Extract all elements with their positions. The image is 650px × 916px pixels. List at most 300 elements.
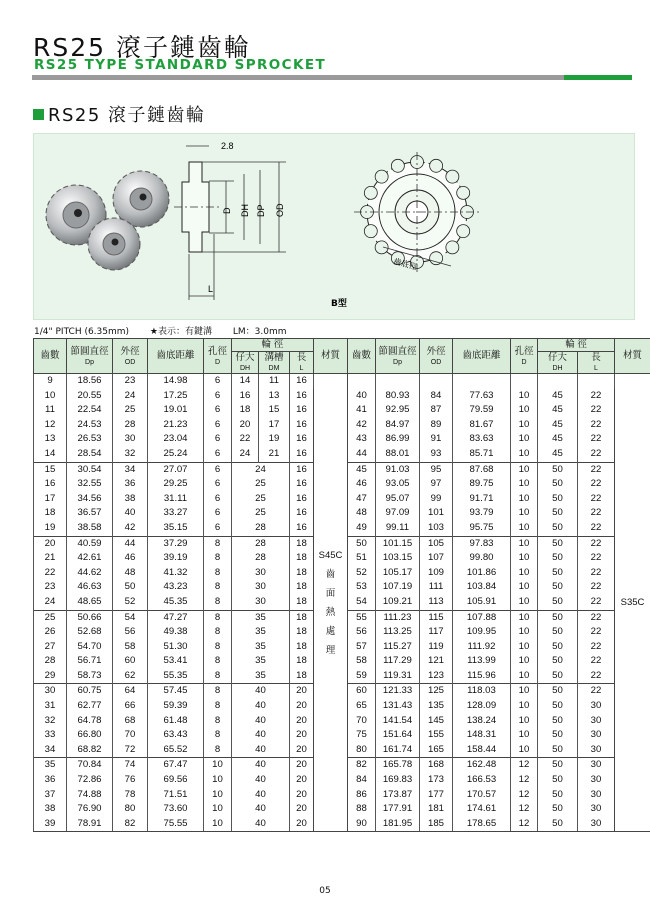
col-bore: 孔徑 D xyxy=(204,339,232,374)
table-cell: 113.99 xyxy=(453,654,511,669)
table-cell: 101.86 xyxy=(453,566,511,581)
table-cell: 99.80 xyxy=(453,551,511,566)
table-cell: 42.61 xyxy=(67,551,113,566)
table-cell: 50 xyxy=(538,492,578,507)
table-cell: 64.78 xyxy=(67,714,113,729)
table-row xyxy=(34,374,650,389)
root-dia-label: 齒底徑 xyxy=(392,256,418,272)
sprocket-tooth-gap xyxy=(375,170,388,183)
table-cell: 32 xyxy=(34,714,67,729)
table-cell: 28 xyxy=(34,654,67,669)
table-cell: 45 xyxy=(348,462,376,477)
spec-table-body xyxy=(34,374,650,832)
table-cell: 6 xyxy=(204,389,232,404)
table-cell: 6 xyxy=(204,462,232,477)
table-cell: 80.93 xyxy=(376,389,420,404)
table-cell: 50 xyxy=(538,566,578,581)
table-cell: 95.07 xyxy=(376,492,420,507)
table-cell: 24 xyxy=(232,447,259,462)
table-cell: 109 xyxy=(420,566,453,581)
table-cell: 14.98 xyxy=(148,374,204,389)
table-cell: 10 xyxy=(511,389,538,404)
table-cell: 47 xyxy=(348,492,376,507)
table-cell: 10 xyxy=(511,521,538,536)
table-cell: 40 xyxy=(232,817,290,832)
header-accent-bar xyxy=(564,75,632,80)
table-cell: 10 xyxy=(511,669,538,684)
table-cell: 10 xyxy=(511,625,538,640)
table-cell: 50 xyxy=(538,728,578,743)
table-cell: 16 xyxy=(290,521,314,536)
table-cell: 21 xyxy=(34,551,67,566)
sprocket-tooth-gap xyxy=(446,170,459,183)
table-cell: 82 xyxy=(113,817,148,832)
table-cell: 68.82 xyxy=(67,743,113,758)
table-cell: 6 xyxy=(204,374,232,389)
material-left-note-char: 面 xyxy=(325,587,336,599)
col-root-dia: 齒底距離 xyxy=(148,339,204,374)
table-cell: 50 xyxy=(538,669,578,684)
table-cell: 25 xyxy=(34,610,67,625)
table-cell: 20 xyxy=(290,802,314,817)
table-cell: 20 xyxy=(34,536,67,551)
table-cell: 45 xyxy=(538,418,578,433)
table-cell: 141.54 xyxy=(376,714,420,729)
table-cell: 20 xyxy=(290,714,314,729)
table-cell: 27.07 xyxy=(148,462,204,477)
table-cell: 16 xyxy=(290,492,314,507)
table-cell: 22 xyxy=(578,492,615,507)
table-cell: 50 xyxy=(538,817,578,832)
table-cell: 12 xyxy=(511,758,538,773)
table-cell: 62.77 xyxy=(67,699,113,714)
table-cell xyxy=(376,374,420,389)
table-cell: 6 xyxy=(204,447,232,462)
table-cell: 13 xyxy=(259,389,290,404)
table-cell: 22 xyxy=(578,669,615,684)
table-cell: 10 xyxy=(511,699,538,714)
table-cell: 50 xyxy=(538,699,578,714)
table-cell: 16 xyxy=(290,477,314,492)
table-cell: 101.15 xyxy=(376,536,420,551)
table-cell: 28 xyxy=(232,521,290,536)
col-teeth: 齒數 xyxy=(34,339,67,374)
table-cell: 52 xyxy=(348,566,376,581)
type-label: B型 xyxy=(331,299,347,309)
table-cell: 131.43 xyxy=(376,699,420,714)
table-cell: 8 xyxy=(204,669,232,684)
table-cell xyxy=(348,374,376,389)
table-cell: 40 xyxy=(348,389,376,404)
col-outer-dia-right: 外徑 OD xyxy=(420,339,453,374)
table-cell: 10 xyxy=(511,403,538,418)
table-cell: 50 xyxy=(538,684,578,699)
table-cell: 37.29 xyxy=(148,536,204,551)
table-cell: 84.97 xyxy=(376,418,420,433)
table-cell: 18 xyxy=(290,595,314,610)
table-cell: 40 xyxy=(232,714,290,729)
table-cell: 39.19 xyxy=(148,551,204,566)
table-cell: 105.91 xyxy=(453,595,511,610)
section-marker-icon xyxy=(33,109,44,120)
table-cell: 47.27 xyxy=(148,610,204,625)
table-cell: 72.86 xyxy=(67,773,113,788)
table-cell: 44.62 xyxy=(67,566,113,581)
table-cell: 10 xyxy=(511,743,538,758)
table-cell: 148.31 xyxy=(453,728,511,743)
table-cell: 166.53 xyxy=(453,773,511,788)
table-cell: 39 xyxy=(34,817,67,832)
table-cell: 121 xyxy=(420,654,453,669)
material-left-cell xyxy=(314,374,348,832)
table-cell: 11 xyxy=(259,374,290,389)
table-cell: 35 xyxy=(232,625,290,640)
table-cell: 115 xyxy=(420,610,453,625)
col-hub-dia: 仔大 DH xyxy=(232,352,259,374)
table-cell: 22 xyxy=(578,580,615,595)
table-cell: 10 xyxy=(204,773,232,788)
table-cell: 10 xyxy=(511,418,538,433)
table-cell: 79.59 xyxy=(453,403,511,418)
table-cell: 48 xyxy=(348,506,376,521)
table-cell: 22 xyxy=(578,610,615,625)
sprocket-photo xyxy=(46,171,169,270)
table-cell: 6 xyxy=(204,477,232,492)
table-cell: 10 xyxy=(511,654,538,669)
table-cell: 22 xyxy=(578,403,615,418)
table-cell: 17 xyxy=(34,492,67,507)
table-cell: 128.09 xyxy=(453,699,511,714)
table-cell: 34 xyxy=(34,743,67,758)
col-bore-right: 孔徑 D xyxy=(511,339,538,374)
table-cell: 181.95 xyxy=(376,817,420,832)
table-cell: 22 xyxy=(578,462,615,477)
sprocket-tooth-gap xyxy=(375,241,388,254)
table-cell: 24 xyxy=(34,595,67,610)
table-cell: 10 xyxy=(511,432,538,447)
table-cell: 173.87 xyxy=(376,788,420,803)
table-cell: 20 xyxy=(290,728,314,743)
table-cell: 121.33 xyxy=(376,684,420,699)
table-cell: 86.99 xyxy=(376,432,420,447)
table-cell: 22 xyxy=(578,506,615,521)
table-cell: 93.05 xyxy=(376,477,420,492)
col-pitch-dia-right: 節圓直徑 Dp xyxy=(376,339,420,374)
table-cell: 21.23 xyxy=(148,418,204,433)
table-cell xyxy=(538,374,578,389)
table-cell: 10 xyxy=(511,595,538,610)
table-cell: 25 xyxy=(113,403,148,418)
dim-label-od: OD xyxy=(275,203,285,217)
table-cell: 22 xyxy=(578,536,615,551)
col-hub-right: 輪 徑 xyxy=(538,339,615,352)
table-cell: 8 xyxy=(204,595,232,610)
table-cell: 16 xyxy=(290,374,314,389)
table-cell: 92.95 xyxy=(376,403,420,418)
table-cell: 87 xyxy=(420,403,453,418)
table-cell: 10 xyxy=(511,640,538,655)
table-cell: 20 xyxy=(290,817,314,832)
table-cell xyxy=(453,374,511,389)
table-cell: 10 xyxy=(511,566,538,581)
table-cell: 119.31 xyxy=(376,669,420,684)
col-outer-dia: 外徑 OD xyxy=(113,339,148,374)
table-cell: 46 xyxy=(113,551,148,566)
table-cell: 117 xyxy=(420,625,453,640)
table-cell: 40.59 xyxy=(67,536,113,551)
table-cell: 36 xyxy=(34,773,67,788)
sprocket-tooth-gap xyxy=(430,159,443,172)
table-cell: 30 xyxy=(578,743,615,758)
table-cell: 10 xyxy=(204,788,232,803)
table-cell: 55 xyxy=(348,610,376,625)
col-groove: 溝槽 DM xyxy=(259,352,290,374)
table-cell: 18 xyxy=(290,669,314,684)
table-cell: 30 xyxy=(113,432,148,447)
table-cell: 25 xyxy=(232,506,290,521)
table-cell: 75.55 xyxy=(148,817,204,832)
table-cell: 25.24 xyxy=(148,447,204,462)
table-cell: 151.64 xyxy=(376,728,420,743)
page-title: RS25 滾子鏈齒輪 xyxy=(33,33,251,62)
table-cell: 105.17 xyxy=(376,566,420,581)
col-length-right: 長 L xyxy=(578,352,615,374)
table-cell: 174.61 xyxy=(453,802,511,817)
table-cell: 22 xyxy=(578,625,615,640)
table-cell: 8 xyxy=(204,625,232,640)
table-cell: 27 xyxy=(34,640,67,655)
table-cell: 25 xyxy=(232,492,290,507)
table-cell: 97 xyxy=(420,477,453,492)
page-subtitle: RS25 TYPE STANDARD SPROCKET xyxy=(34,57,327,73)
table-cell: 18 xyxy=(232,403,259,418)
table-cell: 170.57 xyxy=(453,788,511,803)
table-cell: 69.56 xyxy=(148,773,204,788)
table-cell: 30 xyxy=(578,817,615,832)
table-cell: 162.48 xyxy=(453,758,511,773)
dim-label-dp: DP xyxy=(256,204,266,217)
table-cell: 78.91 xyxy=(67,817,113,832)
col-hub-dia-right: 仔大 DH xyxy=(538,352,578,374)
table-cell: 16 xyxy=(290,447,314,462)
table-cell: 28 xyxy=(232,536,290,551)
table-cell: 40 xyxy=(232,728,290,743)
table-cell: 65 xyxy=(348,699,376,714)
table-cell: 54.70 xyxy=(67,640,113,655)
table-cell: 50 xyxy=(538,462,578,477)
table-cell: 8 xyxy=(204,551,232,566)
table-cell: 36 xyxy=(113,477,148,492)
table-cell: 6 xyxy=(204,432,232,447)
keyway-note: ★表示：有鍵溝 xyxy=(149,327,212,337)
table-cell: 18 xyxy=(290,580,314,595)
table-cell: 63.43 xyxy=(148,728,204,743)
front-view-drawing xyxy=(331,152,480,309)
table-cell: 11 xyxy=(34,403,67,418)
table-cell: 123 xyxy=(420,669,453,684)
table-cell: 22 xyxy=(578,595,615,610)
table-cell: 103.15 xyxy=(376,551,420,566)
table-cell: 59.39 xyxy=(148,699,204,714)
table-cell: 91.71 xyxy=(453,492,511,507)
col-hub: 輪 徑 xyxy=(232,339,314,352)
table-cell: 50 xyxy=(538,743,578,758)
table-cell: 8 xyxy=(204,566,232,581)
table-cell: 84 xyxy=(420,389,453,404)
table-cell: 103 xyxy=(420,521,453,536)
table-cell: 97.09 xyxy=(376,506,420,521)
table-cell: 34.56 xyxy=(67,492,113,507)
table-cell: 18 xyxy=(290,640,314,655)
table-cell: 18 xyxy=(290,566,314,581)
table-cell: 117.29 xyxy=(376,654,420,669)
table-cell: 23 xyxy=(34,580,67,595)
table-cell: 32.55 xyxy=(67,477,113,492)
table-cell: 48 xyxy=(113,566,148,581)
table-cell: 50 xyxy=(538,551,578,566)
table-cell: 10 xyxy=(511,462,538,477)
table-cell: 42 xyxy=(113,521,148,536)
col-teeth-right: 齒數 xyxy=(348,339,376,374)
table-cell: 17 xyxy=(259,418,290,433)
table-cell: 30 xyxy=(578,758,615,773)
table-cell: 50 xyxy=(538,521,578,536)
table-cell: 101 xyxy=(420,506,453,521)
table-cell: 40 xyxy=(232,743,290,758)
table-cell: 50 xyxy=(538,536,578,551)
table-cell: 78 xyxy=(113,788,148,803)
table-cell: 46 xyxy=(348,477,376,492)
col-material-left: 材質 xyxy=(314,339,348,374)
table-cell: 8 xyxy=(204,728,232,743)
table-cell: 40 xyxy=(232,758,290,773)
table-cell: 10 xyxy=(511,580,538,595)
table-cell: 105 xyxy=(420,536,453,551)
table-cell: 12 xyxy=(511,788,538,803)
table-cell: 50 xyxy=(538,773,578,788)
table-cell: 30 xyxy=(578,802,615,817)
table-cell: 66.80 xyxy=(67,728,113,743)
table-cell: 28.54 xyxy=(67,447,113,462)
table-cell: 52.68 xyxy=(67,625,113,640)
table-cell: 90 xyxy=(348,817,376,832)
table-cell: 44 xyxy=(348,447,376,462)
table-cell: 53.41 xyxy=(148,654,204,669)
table-cell: 30 xyxy=(232,580,290,595)
table-cell: 8 xyxy=(204,654,232,669)
table-cell: 52 xyxy=(113,595,148,610)
table-cell: 165.78 xyxy=(376,758,420,773)
table-cell: 76 xyxy=(113,773,148,788)
table-cell: 50 xyxy=(538,610,578,625)
table-cell: 30 xyxy=(578,773,615,788)
table-cell: 177.91 xyxy=(376,802,420,817)
table-cell: 54 xyxy=(348,595,376,610)
table-cell: 32 xyxy=(113,447,148,462)
table-cell: 10 xyxy=(511,551,538,566)
table-cell: 20 xyxy=(290,773,314,788)
table-cell: 45 xyxy=(538,389,578,404)
table-cell: 19.01 xyxy=(148,403,204,418)
material-left-code: S45C xyxy=(318,549,343,561)
material-left-note-char: 熱 xyxy=(325,606,336,618)
table-cell: 18 xyxy=(290,536,314,551)
table-cell: 30 xyxy=(578,714,615,729)
table-cell: 107.88 xyxy=(453,610,511,625)
col-pitch-dia: 節圓直徑 Dp xyxy=(67,339,113,374)
table-cell: 113.25 xyxy=(376,625,420,640)
table-cell: 88 xyxy=(348,802,376,817)
table-cell: 29 xyxy=(34,669,67,684)
table-cell: 25 xyxy=(232,477,290,492)
table-cell: 36.57 xyxy=(67,506,113,521)
table-cell: 125 xyxy=(420,684,453,699)
sprocket-tooth-gap xyxy=(457,186,470,199)
table-cell: 14 xyxy=(232,374,259,389)
table-cell: 66 xyxy=(113,699,148,714)
table-cell: 50 xyxy=(538,654,578,669)
table-cell: 173 xyxy=(420,773,453,788)
dim-label-dh: DH xyxy=(240,204,250,217)
table-cell: 22 xyxy=(578,418,615,433)
table-cell: 24 xyxy=(113,389,148,404)
notes-line xyxy=(34,324,305,337)
table-cell: 23 xyxy=(113,374,148,389)
table-cell: 22 xyxy=(578,521,615,536)
table-cell: 76.90 xyxy=(67,802,113,817)
table-cell: 30 xyxy=(232,566,290,581)
table-cell: 8 xyxy=(204,580,232,595)
table-cell: 74 xyxy=(113,758,148,773)
table-cell: 8 xyxy=(204,684,232,699)
table-cell: 65.52 xyxy=(148,743,204,758)
table-cell: 10 xyxy=(204,802,232,817)
table-cell: 91.03 xyxy=(376,462,420,477)
table-cell: 22.54 xyxy=(67,403,113,418)
dim-label-d: D xyxy=(222,207,232,214)
table-cell: 75 xyxy=(348,728,376,743)
table-cell: 8 xyxy=(204,714,232,729)
table-cell: 50 xyxy=(538,758,578,773)
table-cell: 30 xyxy=(232,595,290,610)
table-cell: 30 xyxy=(34,684,67,699)
table-cell: 22 xyxy=(578,566,615,581)
table-cell: 111.23 xyxy=(376,610,420,625)
table-cell xyxy=(578,374,615,389)
table-cell: 24 xyxy=(232,462,290,477)
table-cell: 50 xyxy=(538,595,578,610)
section-title-text: RS25 滾子鏈齒輪 xyxy=(48,105,206,126)
table-cell: 89.75 xyxy=(453,477,511,492)
table-cell: 55.35 xyxy=(148,669,204,684)
table-cell: 61.48 xyxy=(148,714,204,729)
table-cell: 97.83 xyxy=(453,536,511,551)
table-cell: 56 xyxy=(348,625,376,640)
table-cell: 86 xyxy=(348,788,376,803)
table-cell: 84 xyxy=(348,773,376,788)
table-cell: 71.51 xyxy=(148,788,204,803)
table-cell: 15 xyxy=(34,462,67,477)
table-cell: 12 xyxy=(34,418,67,433)
table-cell: 50 xyxy=(538,506,578,521)
col-length: 長 L xyxy=(290,352,314,374)
table-cell: 35 xyxy=(232,610,290,625)
table-cell: 22 xyxy=(578,432,615,447)
table-cell: 50 xyxy=(538,640,578,655)
table-cell: 70 xyxy=(113,728,148,743)
table-cell: 70.84 xyxy=(67,758,113,773)
table-cell: 18 xyxy=(290,551,314,566)
